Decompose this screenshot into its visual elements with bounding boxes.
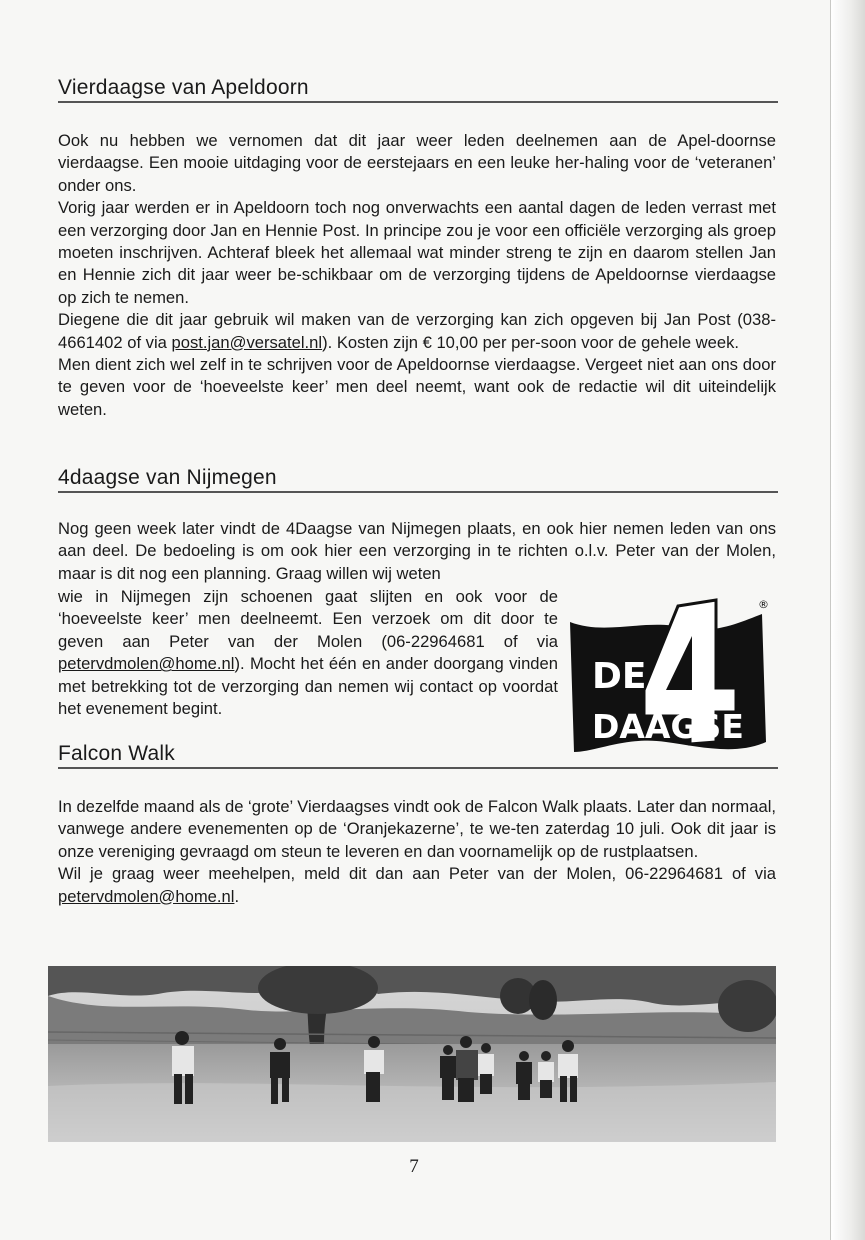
page-number: 7	[409, 1156, 419, 1177]
email-link-jan-post[interactable]: post.jan@versatel.nl	[171, 332, 323, 352]
page-edge-shadow	[830, 0, 865, 1240]
falcon-p2-after: .	[234, 886, 240, 906]
falcon-p2-before: Wil je graag weer meehelpen, meld dit dan aan Peter van der Molen, 06-22964681 of via	[58, 864, 776, 884]
apeldoorn-text	[58, 130, 776, 421]
apeldoorn-p3-after: ). Kosten zijn € 10,00 per per-soon voor de gehele week.	[322, 332, 740, 352]
nijmegen-text-full	[58, 518, 776, 585]
nijmegen-paragraph-1a: Nog geen week later vindt de 4Daagse van Nijmegen plaats, en ook hier nemen leden van ons aan deel. De bedoeling is om ook hier een verzorging in te richten o.l.v. Peter van der Molen, maar is dit nog een planning. Graag willen wij weten	[58, 519, 776, 583]
nijmegen-text-narrow	[58, 586, 558, 720]
falcon-paragraph-1: In dezelfde maand als de ‘grote’ Vierdaagses vindt ook de Falcon Walk plaats. Later dan normaal, vanwege andere evenementen op de ‘Oranjekazerne’, te we-ten zaterdag 10 juli. Ook dit jaar is onze vereniging gevraagd om steun te leveren en dan voornamelijk op de rustplaatsen.	[58, 797, 776, 861]
de-4daagse-logo	[566, 592, 776, 762]
logo-text-daagse: DAAGSE	[592, 707, 744, 746]
heading-apeldoorn: Vierdaagse van Apeldoorn	[58, 76, 778, 103]
falcon-text	[58, 796, 776, 908]
falcon-paragraph-2	[58, 863, 776, 908]
heading-nijmegen: 4daagse van Nijmegen	[58, 466, 778, 493]
logo-text-de: DE	[592, 656, 647, 697]
nijmegen-p1-after: ). Mocht het één en ander doorgang vinden met betrekking tot de verzorging dan nemen wij contact op voordat het evenement begint.	[58, 654, 558, 719]
nijmegen-p1-before: wie in Nijmegen zijn schoenen gaat slijten en ook voor de ‘hoeveelste keer’ men deelneemt. Een verzoek om dit door te geven aan Peter van der Molen (06-22964681 of via	[58, 587, 558, 651]
email-link-peter-falcon[interactable]: petervdmolen@home.nl	[58, 886, 235, 906]
registered-mark: ®	[758, 598, 769, 611]
apeldoorn-paragraph-3	[58, 309, 776, 354]
email-link-peter-nijmegen[interactable]: petervdmolen@home.nl	[58, 654, 235, 674]
apeldoorn-p3-before: Diegene die dit jaar gebruik wil maken van de verzorging kan zich opgeven bij Jan Post (038-4661402 of via	[58, 310, 776, 352]
walkers-in-field-photo	[48, 966, 776, 1142]
nijmegen-paragraph-1b	[58, 586, 558, 720]
apeldoorn-paragraph-1: Ook nu hebben we vernomen dat dit jaar weer leden deelnemen aan de Apel-doornse vierdaagse. Een mooie uitdaging voor de eerstejaars en een leuke her-haling voor de ‘veteranen’ onder ons.	[58, 131, 776, 195]
heading-falcon-walk: Falcon Walk	[58, 742, 778, 769]
apeldoorn-paragraph-2: Vorig jaar werden er in Apeldoorn toch nog onverwachts een aantal dagen de leden verrast met een verzorging door Jan en Hennie Post. In principe zou je voor een officiële verzorging als groep moeten inschrijven. Achteraf bleek het allemaal wat minder streng te zijn en daarom stellen Jan en Hennie zich dit jaar weer be-schikbaar om de verzorging tijdens de Apeldoornse vierdaagse op zich te nemen.	[58, 198, 776, 307]
apeldoorn-paragraph-4: Men dient zich wel zelf in te schrijven voor de Apeldoornse vierdaagse. Vergeet niet aan ons door te geven voor de ‘hoeveelste keer’ men deel neemt, want ook de redactie wil dit uiteindelijk weten.	[58, 355, 776, 419]
